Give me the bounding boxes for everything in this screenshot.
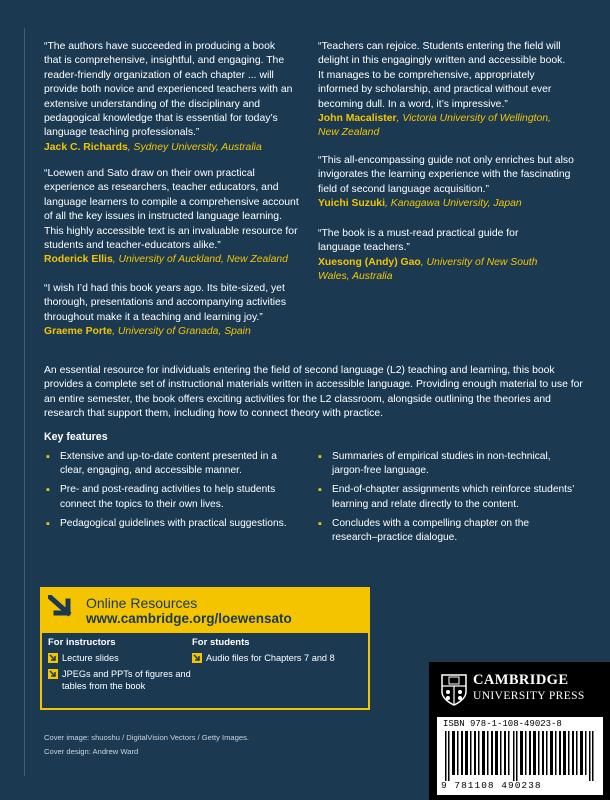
barcode-bars: [443, 731, 597, 781]
online-resources-title: Online Resources: [86, 595, 198, 611]
instructor-resource-item: [48, 652, 192, 664]
square-bullet-icon: ▪: [318, 517, 322, 530]
quote-affiliation: , Sydney University, Australia: [127, 141, 262, 153]
feature-text: Pedagogical guidelines with practical suggestions.: [60, 517, 287, 529]
quote-text: “Loewen and Sato draw on their own practical experience as researchers, teacher educators, and language learners to compile a comprehensive account of all the key issues in instructed language learning. This highly accessible text is an invaluable resource for students and teacher-educators alike.”: [44, 168, 299, 252]
instructors-heading: For instructors: [48, 637, 116, 648]
arrow-down-right-icon: [48, 653, 58, 663]
quote-suzuki: [318, 154, 580, 212]
student-resource-item: [192, 652, 378, 664]
book-description: An essential resource for individuals entering the field of second language (L2) teaching and learning, this book provides a complete set of instructional materials written in accessible language. Providing enough material to use for an entire semester, the book offers exciting activities for the L2 classroom, alongside outlining the theories and research that support them, including how to connect theory with practice.: [44, 365, 583, 420]
resource-label: Audio files for Chapters 7 and 8: [206, 653, 335, 663]
quote-affiliation: , Victoria University of Wellington, New Zealand: [318, 113, 551, 139]
barcode: [437, 717, 603, 795]
feature-text: Summaries of empirical studies in non-technical, jargon-free language.: [332, 451, 551, 477]
quote-attribution: [44, 253, 300, 267]
quote-attribution: [44, 141, 294, 155]
feature-item: [44, 517, 294, 531]
cover-design-credit: Cover design: Andrew Ward: [44, 747, 139, 756]
publisher-logo: [441, 672, 597, 706]
publisher-press: UNIVERSITY PRESS: [473, 690, 585, 702]
quote-author: Yuichi Suzuki: [318, 198, 385, 210]
arrow-down-right-icon: [48, 595, 76, 621]
quote-attribution: [318, 197, 580, 211]
feature-item: [316, 450, 576, 478]
resource-label: JPEGs and PPTs of figures and tables from the book: [62, 669, 191, 691]
quote-text: “Teachers can rejoice. Students entering the field will delight in this engagingly written and accessible book. It manages to be comprehensive, appropriately informed by scholarship, and practical without ever becoming dull. In a word, it’s impressive.”: [318, 41, 566, 110]
resource-label: Lecture slides: [62, 653, 119, 663]
quote-richards: [44, 40, 294, 155]
feature-text: Pre- and post-reading activities to help students connect the topics to their own lives.: [60, 484, 276, 510]
quote-author: John Macalister: [318, 113, 397, 125]
feature-text: End-of-chapter assignments which reinforce students’ learning and relate directly to the content.: [332, 484, 574, 510]
quote-author: Roderick Ellis: [44, 254, 113, 266]
feature-item: [316, 517, 576, 545]
quote-affiliation: , University of Granada, Spain: [112, 326, 251, 338]
key-features-heading: Key features: [44, 431, 108, 443]
feature-item: [44, 483, 294, 511]
square-bullet-icon: ▪: [46, 451, 50, 463]
online-resources-url[interactable]: www.cambridge.org/loewensato: [86, 611, 292, 626]
quote-author: Graeme Porte: [44, 326, 113, 338]
feature-text: Concludes with a compelling chapter on the research–practice dialogue.: [332, 517, 530, 544]
isbn-label: ISBN 978-1-108-49023-8: [443, 719, 562, 729]
quote-affiliation: , Kanagawa University, Japan: [384, 198, 522, 210]
arrow-down-right-icon: [48, 669, 58, 679]
quote-porte: [44, 282, 294, 340]
arrow-down-right-icon: [192, 653, 202, 663]
quote-author: Jack C. Richards: [44, 141, 128, 153]
quote-attribution: [44, 325, 294, 339]
quote-text: “The book is a must-read practical guide for language teachers.”: [318, 228, 519, 254]
cover-image-credit: Cover image: shuoshu / DigitalVision Vectors / Getty Images.: [44, 733, 249, 742]
square-bullet-icon: ▪: [318, 484, 322, 497]
instructor-resource-item: [48, 668, 202, 692]
key-features-left: [44, 450, 294, 536]
online-resources-header: [40, 587, 370, 626]
students-heading: For students: [192, 637, 250, 648]
publisher-name: CAMBRIDGE: [473, 672, 569, 688]
square-bullet-icon: ▪: [46, 484, 50, 497]
quote-affiliation: , University of Auckland, New Zealand: [112, 254, 288, 266]
quote-author: Xuesong (Andy) Gao: [318, 256, 421, 268]
quote-attribution: [318, 256, 558, 285]
quote-macalister: [318, 40, 568, 141]
online-resources-box: [40, 587, 370, 710]
feature-item: [316, 483, 576, 511]
ean-number: 9 781108 490238: [441, 780, 542, 791]
square-bullet-icon: ▪: [318, 451, 322, 463]
quote-affiliation: , University of New South Wales, Australia: [318, 256, 538, 283]
feature-item: [44, 450, 294, 478]
quote-text: “The authors have succeeded in producing a book that is comprehensive, insightful, and engaging. The reader-friendly organization of each chapter ... will provide both novice and experienced teachers with an extensive understanding of the disciplinary and pedagogical knowledge that is essential for today’s language teaching professionals.”: [44, 41, 293, 139]
quote-gao: [318, 227, 558, 285]
feature-text: Extensive and up-to-date content presented in a clear, engaging, and accessible manner.: [60, 451, 277, 477]
square-bullet-icon: ▪: [46, 517, 50, 530]
quote-ellis: [44, 167, 300, 268]
publisher-block: [429, 662, 610, 800]
online-resources-body: [40, 631, 370, 710]
quote-attribution: [318, 112, 568, 141]
quote-text: “I wish I’d had this book years ago. Its bite-sized, yet thorough, presentations and accompanying activities throughout make it a teaching and learning joy.”: [44, 283, 287, 323]
cambridge-crest-icon: [441, 674, 467, 706]
quote-text: “This all-encompassing guide not only enriches but also invigorates the learning experience with the fascinating field of second language acquisition.”: [318, 155, 574, 195]
key-features-right: [316, 450, 576, 550]
